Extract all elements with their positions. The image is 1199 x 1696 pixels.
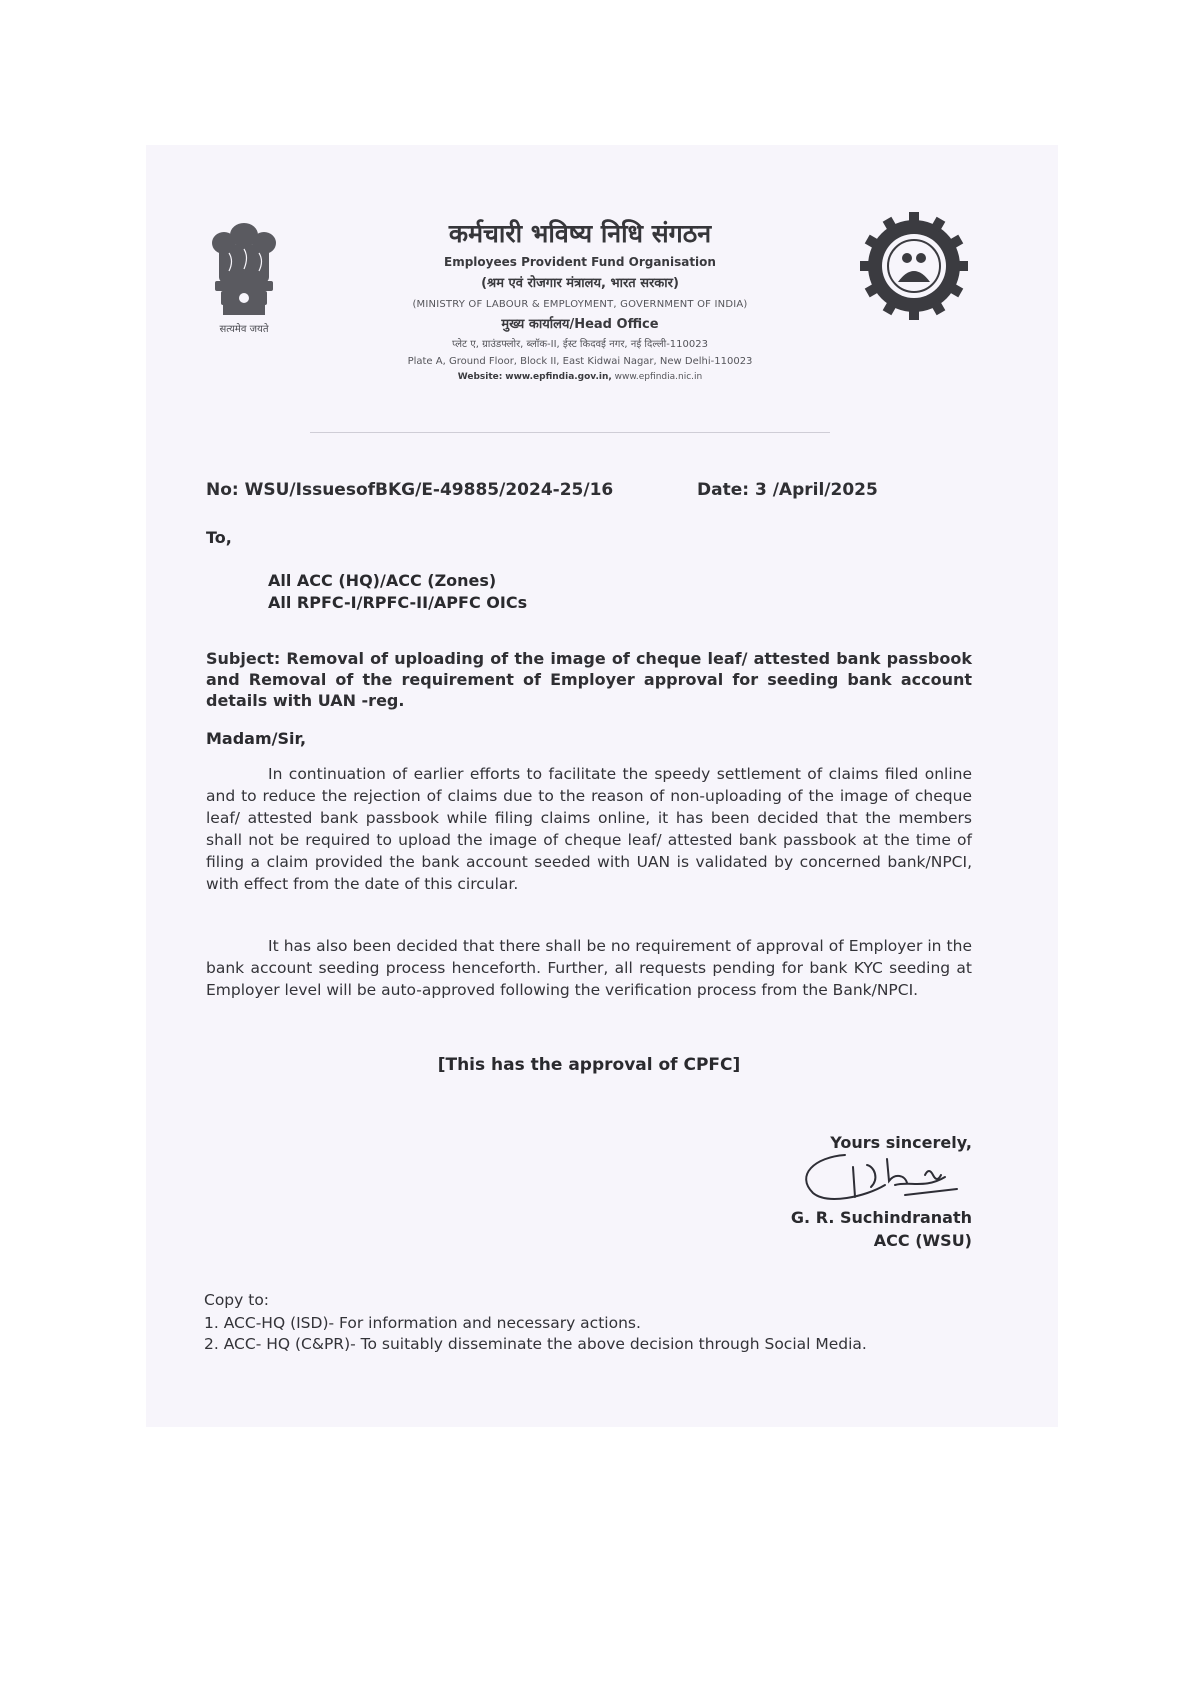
copy-to-item: 2. ACC- HQ (C&PR)- To suitably disseminate the above decision through Social Media. [204, 1335, 867, 1353]
head-office-label: मुख्य कार्यालय/Head Office [501, 317, 659, 332]
signer-block [700, 1206, 972, 1252]
copy-to-item: 1. ACC-HQ (ISD)- For information and necessary actions. [204, 1314, 641, 1332]
website-line [330, 372, 830, 383]
copy-to-heading: Copy to: [204, 1291, 270, 1309]
addressee-line: All ACC (HQ)/ACC (Zones) [268, 571, 497, 590]
signer-designation: ACC (WSU) [873, 1231, 972, 1250]
body-paragraph: It has also been decided that there shall be no requirement of approval of Employer in the bank account seeding process henceforth. Further, all requests pending for bank KYC seeding at Employer level will be auto-approved following the verification process from the Bank/NPCI. [206, 937, 972, 999]
website-primary: www.epfindia.gov.in, [505, 372, 612, 383]
letterhead-divider [310, 432, 830, 433]
closing: Yours sincerely, [830, 1133, 972, 1152]
salutation: Madam/Sir, [206, 729, 307, 748]
reference-number: No: WSU/IssuesofBKG/E-49885/2024-25/16 [206, 480, 614, 500]
website-secondary: www.epfindia.nic.in [614, 372, 703, 383]
address-hindi: प्लेट ए, ग्राउंडफ्लोर, ब्लॉक-II, ईस्ट किदवई नगर, नई दिल्ली-110023 [452, 339, 708, 351]
address-english: Plate A, Ground Floor, Block II, East Kidwai Nagar, New Delhi-110023 [407, 355, 753, 367]
to-label: To, [206, 528, 232, 547]
website-label: Website: [457, 372, 503, 383]
copy-to-section [204, 1290, 974, 1355]
approval-note: [This has the approval of CPFC] [437, 1055, 741, 1075]
ministry-hindi: (श्रम एवं रोजगार मंत्रालय, भारत सरकार) [481, 276, 679, 292]
reference-date: Date: 3 /April/2025 [697, 480, 878, 500]
org-name-hindi: कर्मचारी भविष्य निधि संगठन [448, 219, 712, 248]
addressee-line: All RPFC-I/RPFC-II/APFC OICs [268, 593, 528, 612]
signer-name: G. R. Suchindranath [790, 1208, 972, 1227]
org-name-english: Employees Provident Fund Organisation [444, 255, 716, 270]
subject-line: Subject: Removal of uploading of the image of cheque leaf/ attested bank passbook and Removal of the requirement of Employer approval for seeding bank account details with UAN -reg. [206, 649, 972, 710]
addressee-list [268, 570, 527, 614]
body-paragraph: In continuation of earlier efforts to facilitate the speedy settlement of claims filed online and to reduce the rejection of claims due to the reason of non-uploading of the image of cheque leaf/ attested bank passbook while filing claims online, it has been decided that the members shall not be required to upload the image of cheque leaf/ attested bank passbook at the time of filing a claim provided the bank account seeded with UAN is validated by concerned bank/NPCI, with effect from the date of this circular. [206, 765, 972, 893]
emblem-motto: सत्यमेव जयते [219, 324, 269, 335]
epfo-seal-icon [858, 210, 970, 322]
handwritten-signature [775, 1145, 975, 1210]
letterhead [330, 218, 830, 384]
ministry-english: (MINISTRY OF LABOUR & EMPLOYMENT, GOVERNMENT OF INDIA) [412, 298, 748, 310]
